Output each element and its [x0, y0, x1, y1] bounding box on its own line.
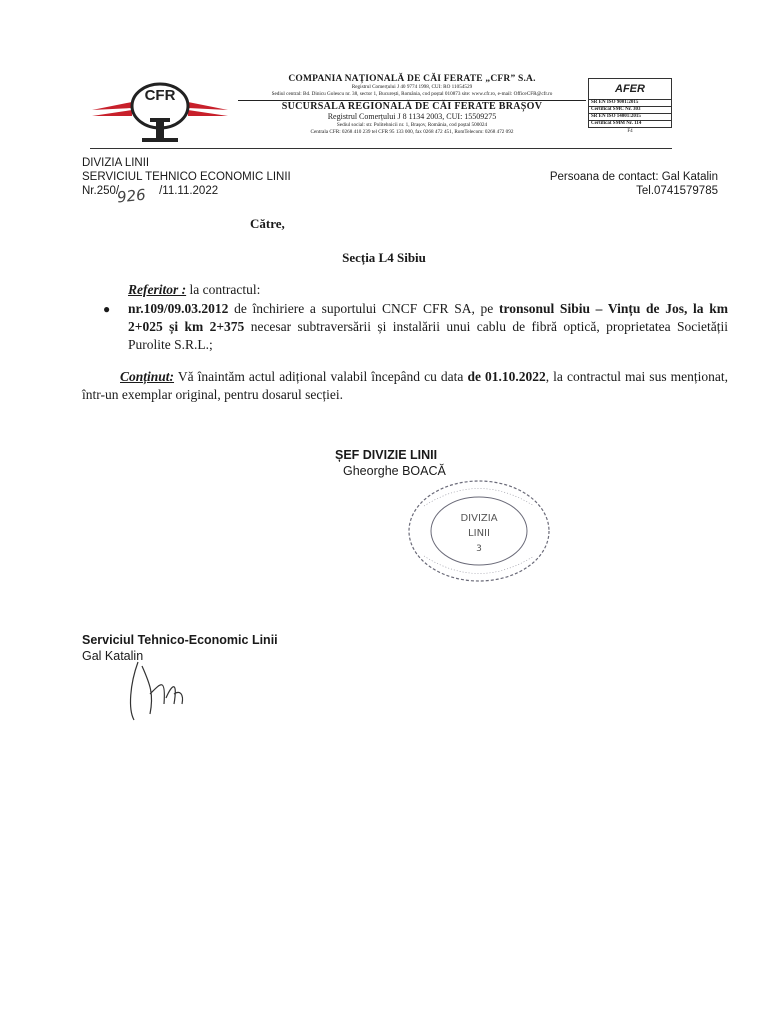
contract-mid: de închiriere a suportului CNCF CFR SA, pe — [228, 301, 499, 316]
logo-text: CFR — [144, 87, 176, 104]
official-stamp — [404, 476, 554, 586]
content-date: de 01.10.2022 — [467, 369, 546, 384]
stamp-text-2: LINII — [468, 528, 490, 539]
company-registration: Registrul Comerțului J 40 9774 1998, CUI: RO 11054529 — [351, 84, 473, 90]
content-text-before: Vă înaintăm actul adițional valabil începând cu data — [174, 369, 468, 384]
contract-description — [128, 300, 728, 354]
branch-address: Sediul social: str. Politehnicii nr. 1, Brașov, România, cod poștal 500024 — [336, 122, 488, 128]
handwritten-signature — [120, 654, 200, 724]
cert-line: Certificat SMM Nr. 114 — [588, 121, 672, 128]
stamp-text-3: 3 — [476, 544, 482, 554]
service-footer-name: Gal Katalin — [82, 649, 144, 663]
reference-line — [128, 282, 260, 298]
stamp-text-1: DIVIZIA — [460, 513, 498, 524]
number-prefix: Nr.250/ — [82, 185, 120, 197]
branch-phones: Centrala CFR: 0268 410 239 tel CFR 95 133 000, fax 0268 472 451, RomTelecom: 0268 472 092 — [310, 129, 514, 135]
contact-block — [540, 170, 718, 198]
branch-name: SUCURSALA REGIONALĂ DE CĂI FERATE BRAȘOV — [281, 101, 543, 112]
cfr-logo — [90, 72, 230, 148]
cert-footer: F4 — [627, 129, 633, 134]
letterhead-text — [240, 74, 584, 136]
branch-registration: Registrul Comerțului J 8 1134 2003, CUI: 15509275 — [327, 112, 497, 121]
afer-logo: AFER — [588, 78, 672, 100]
company-address: Sediul central: Bd. Dinicu Golescu nr. 38, sector 1, București, România, cod poștal 010873 site: www.cfr.ro, e-mail: OfficeCFR@cfr.ro — [271, 91, 553, 97]
reference-text: la contractul: — [186, 282, 261, 297]
certification-box — [588, 78, 672, 150]
signatory-name: Gheorghe BOACĂ — [343, 464, 446, 478]
content-label: Conținut: — [120, 369, 175, 384]
division-name: DIVIZIA LINII — [82, 157, 150, 169]
company-name: COMPANIA NAȚIONALĂ DE CĂI FERATE „CFR” S.A. — [288, 74, 536, 84]
contract-end: necesar subtraversării și instalării unui cablu de fibră optică, proprietatea Societății Purolite S.R.L.; — [128, 319, 728, 352]
reference-label: Referitor : — [128, 282, 187, 297]
contact-phone: Tel.0741579785 — [636, 185, 718, 197]
addressee-label: Către, — [250, 216, 285, 231]
contract-number: nr.109/09.03.2012 — [128, 301, 229, 316]
bullet-icon: ● — [103, 302, 111, 316]
number-date: /11.11.2022 — [159, 185, 219, 197]
service-footer-title: Serviciul Tehnico-Economic Linii — [82, 633, 278, 647]
cert-line: Certificat SMC Nr. 303 — [588, 107, 672, 114]
sender-block — [82, 156, 291, 198]
content-text-after: , la contractul mai sus menționat, într-un exemplar original, pentru dosarul secției. — [82, 369, 728, 402]
handwritten-number: 926 — [116, 185, 147, 207]
service-name: SERVICIUL TEHNICO ECONOMIC LINII — [82, 171, 291, 183]
signatory-title: ȘEF DIVIZIE LINII — [335, 448, 438, 462]
contact-person: Persoana de contact: Gal Katalin — [549, 171, 718, 183]
content-paragraph — [82, 368, 728, 404]
letterhead-bottom-rule — [90, 148, 672, 149]
addressee-section: Secția L4 Sibiu — [342, 250, 426, 265]
letterhead-divider — [238, 100, 586, 101]
cert-line: SR EN ISO 14001:2015 — [588, 114, 672, 121]
contract-segment: tronsonul Sibiu – Vințu de Jos, la km 2+025 și km 2+375 — [128, 301, 728, 334]
registration-number — [82, 184, 291, 198]
cert-line: SR EN ISO 9001:2015 — [588, 100, 672, 107]
